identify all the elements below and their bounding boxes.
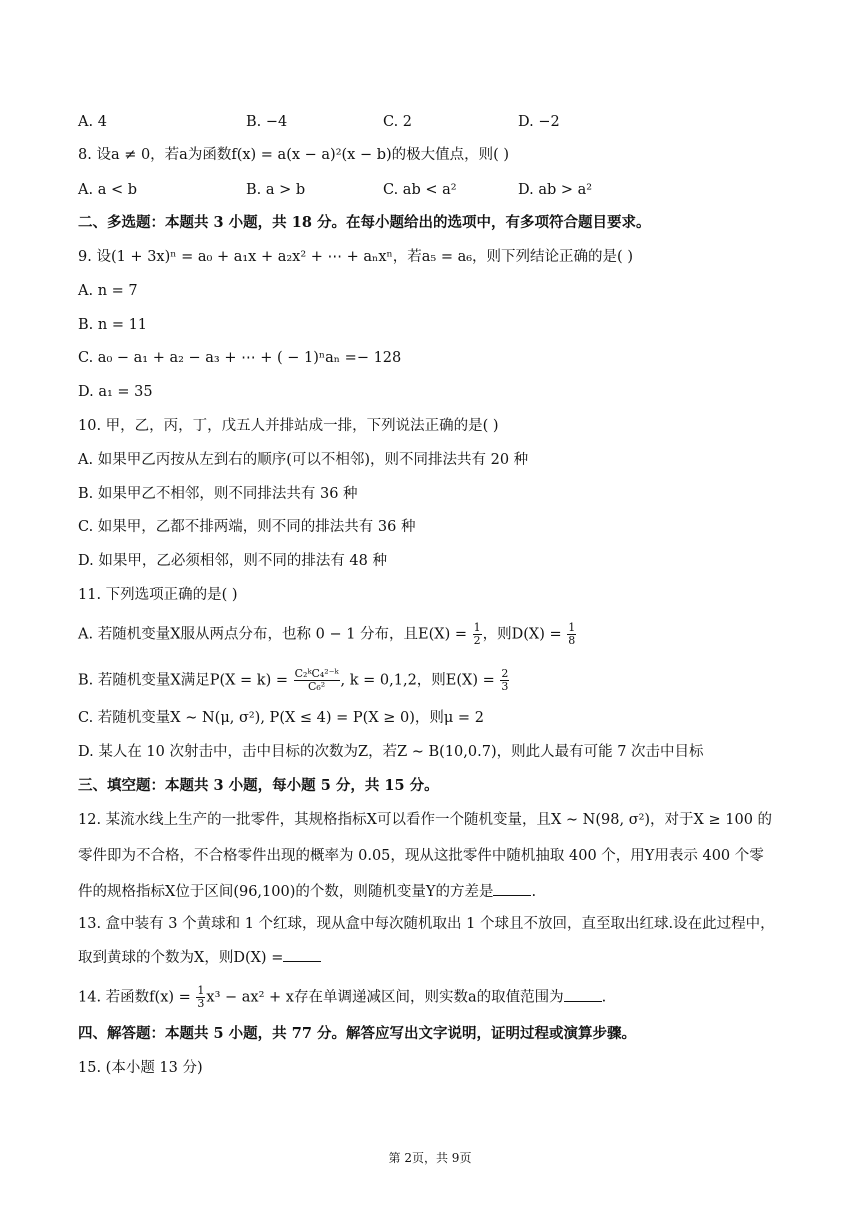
q8-stem: 8. 设a ≠ 0，若a为函数f(x) = a(x − a)²(x − b)的极大值点，则( ) bbox=[78, 147, 510, 163]
q13-line-1: 13. 盒中装有 3 个黄球和 1 个红球，现从盒中每次随机取出 1 个球且不放回，直至取出红球.设在此过程中， bbox=[78, 916, 775, 932]
q10-option-c: C. 如果甲，乙都不排两端，则不同的排法共有 36 种 bbox=[78, 519, 416, 535]
section-heading-multiple-choice: 二、多选题：本题共 3 小题，共 18 分。在每小题给出的选项中，有多项符合题目要求。 bbox=[78, 214, 651, 231]
q11-stem: 11. 下列选项正确的是( ) bbox=[78, 587, 238, 603]
answer-blank bbox=[283, 947, 321, 962]
fraction-denominator: C₆² bbox=[307, 680, 326, 693]
q14-text: 14. 若函数f(x) = bbox=[78, 989, 196, 1006]
q12-line-3-end: . bbox=[531, 884, 537, 900]
q10-option-d: D. 如果甲，乙必须相邻，则不同的排法有 48 种 bbox=[78, 553, 387, 569]
fraction-denominator: 2 bbox=[473, 634, 481, 647]
q11-option-b-text-mid: , k = 0,1,2，则E(X) = bbox=[340, 672, 500, 689]
q11-option-b-text: B. 若随机变量X满足P(X = k) = bbox=[78, 672, 293, 689]
q11-option-c: C. 若随机变量X ∼ N(μ, σ²), P(X ≤ 4) = P(X ≥ 0)，则μ = 2 bbox=[78, 710, 484, 726]
fraction-denominator: 8 bbox=[568, 634, 576, 647]
q10-option-b: B. 如果甲乙不相邻，则不同排法共有 36 种 bbox=[78, 486, 358, 502]
section-heading-fill-in: 三、填空题：本题共 3 小题，每小题 5 分，共 15 分。 bbox=[78, 777, 439, 794]
fraction bbox=[473, 622, 482, 647]
fraction-denominator: 3 bbox=[197, 997, 205, 1010]
q12-line-3 bbox=[78, 881, 800, 902]
fraction bbox=[500, 668, 509, 693]
q9-stem: 9. 设(1 + 3x)ⁿ = a₀ + a₁x + a₂x² + ⋯ + aₙxⁿ，若a₅ = a₆，则下列结论正确的是( ) bbox=[78, 249, 633, 265]
fraction bbox=[294, 668, 340, 693]
q11-option-d: D. 某人在 10 次射击中，击中目标的次数为Z，若Z ∼ B(10,0.7)，则此人最有可能 7 次击中目标 bbox=[78, 744, 704, 760]
q10-stem: 10. 甲，乙，丙，丁，戊五人并排站成一排，下列说法正确的是( ) bbox=[78, 418, 499, 434]
fraction-numerator: 1 bbox=[568, 621, 576, 634]
fraction bbox=[567, 622, 576, 647]
q11-option-b bbox=[78, 668, 800, 693]
q7-option-a: A. 4 bbox=[78, 114, 107, 130]
fraction-numerator: 1 bbox=[197, 984, 205, 997]
q7-option-b: B. −4 bbox=[246, 114, 288, 130]
q7-option-d: D. −2 bbox=[518, 114, 560, 130]
q14-text-post: x³ − ax² + x存在单调递减区间，则实数a的取值范围为 bbox=[206, 989, 564, 1006]
q9-option-b: B. n = 11 bbox=[78, 317, 148, 333]
q11-option-a-text-mid: ，则D(X) = bbox=[482, 626, 567, 643]
q8-option-b: B. a > b bbox=[246, 182, 306, 198]
q12-line-3-text: 件的规格指标X位于区间(96,100)的个数，则随机变量Y的方差是 bbox=[78, 884, 494, 900]
q15-title: 15. (本小题 13 分) bbox=[78, 1060, 203, 1076]
q14-end: . bbox=[601, 989, 607, 1006]
q8-option-a: A. a < b bbox=[78, 182, 137, 198]
q14 bbox=[78, 985, 800, 1010]
q8-option-c: C. ab < a² bbox=[383, 182, 457, 198]
q8-option-d: D. ab > a² bbox=[518, 182, 593, 198]
q13-line-2 bbox=[78, 947, 800, 968]
fraction-numerator: 2 bbox=[501, 667, 509, 680]
answer-blank bbox=[564, 987, 602, 1002]
q11-option-a bbox=[78, 622, 800, 647]
answer-blank bbox=[493, 881, 531, 896]
q10-option-a: A. 如果甲乙丙按从左到右的顺序(可以不相邻)，则不同排法共有 20 种 bbox=[78, 452, 529, 468]
q12-line-2: 零件即为不合格，不合格零件出现的概率为 0.05，现从这批零件中随机抽取 400 个，用Y用表示 400 个零 bbox=[78, 848, 764, 864]
q7-option-c: C. 2 bbox=[383, 114, 413, 130]
fraction bbox=[196, 985, 205, 1010]
fraction-numerator: C₂ᵏC₄²⁻ᵏ bbox=[294, 667, 339, 680]
q9-option-a: A. n = 7 bbox=[78, 283, 138, 299]
fraction-numerator: 1 bbox=[473, 621, 481, 634]
q11-option-a-text: A. 若随机变量X服从两点分布，也称 0 − 1 分布，且E(X) = bbox=[78, 626, 472, 643]
q13-line-2-text: 取到黄球的个数为X，则D(X) = bbox=[78, 950, 284, 966]
fraction-denominator: 3 bbox=[501, 680, 509, 693]
section-heading-solutions: 四、解答题：本题共 5 小题，共 77 分。解答应写出文字说明，证明过程或演算步骤。 bbox=[78, 1025, 636, 1042]
q9-option-c: C. a₀ − a₁ + a₂ − a₃ + ⋯ + ( − 1)ⁿaₙ =− 128 bbox=[78, 350, 402, 366]
q12-line-1: 12. 某流水线上生产的一批零件，其规格指标X可以看作一个随机变量，且X ∼ N(98, σ²)，对于X ≥ 100 的 bbox=[78, 812, 773, 828]
q9-option-d: D. a₁ = 35 bbox=[78, 384, 153, 400]
page-footer: 第 2页，共 9页 bbox=[388, 1151, 472, 1165]
